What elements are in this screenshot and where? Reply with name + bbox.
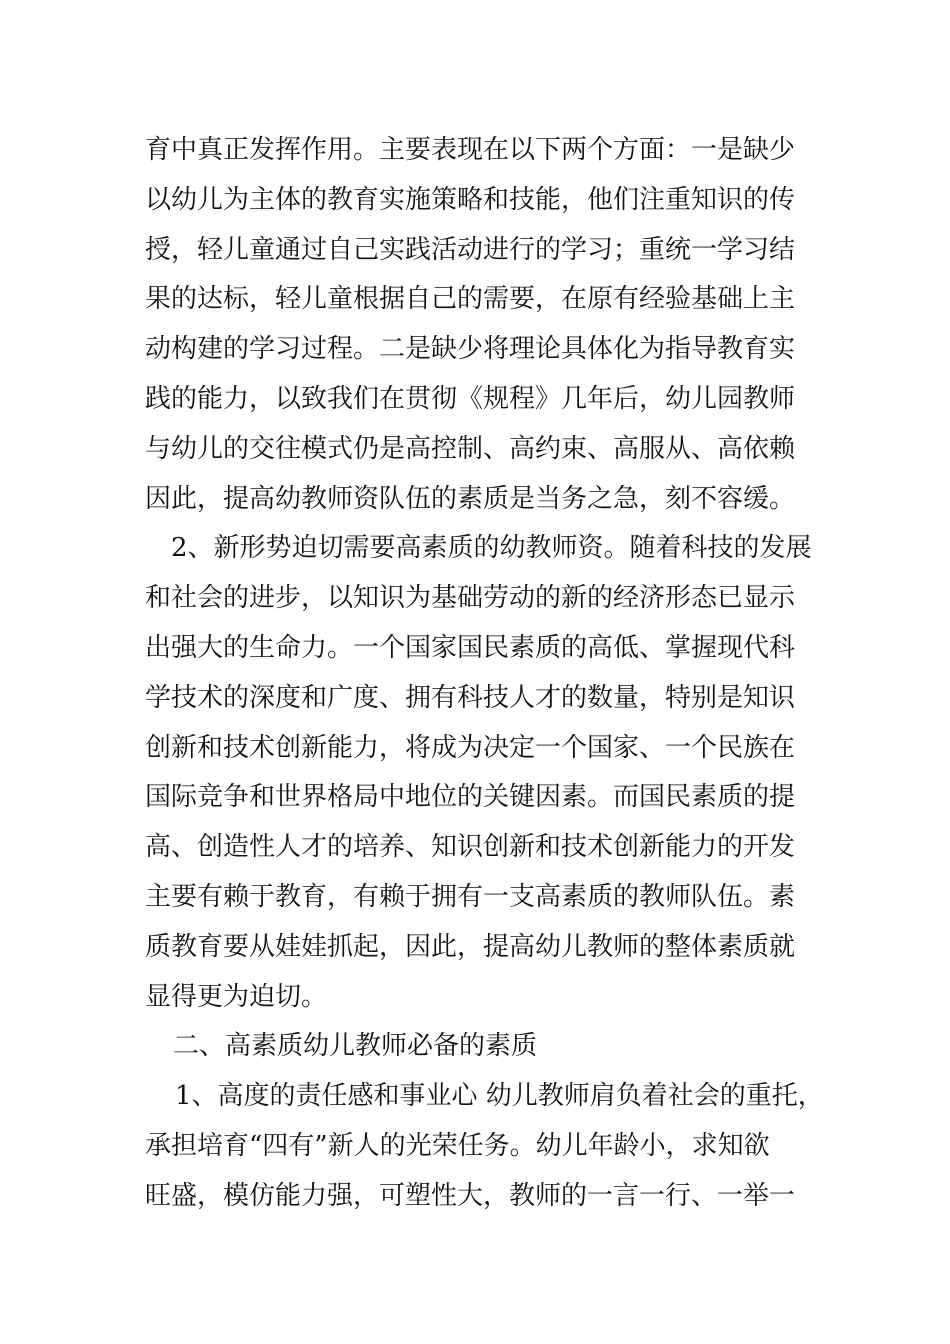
text-line: 与幼儿的交往模式仍是高控制、高约束、高服从、高依赖 xyxy=(145,433,796,464)
text-line: 国际竞争和世界格局中地位的关键因素。而国民素质的提 xyxy=(145,782,796,813)
text-line: 因此，提高幼教师资队伍的素质是当务之急，刻不容缓。 xyxy=(145,483,796,514)
text-line: 旺盛，模仿能力强，可塑性大，教师的一言一行、一举一 xyxy=(145,1180,796,1211)
section-heading: 二、高素质幼儿教师必备的素质 xyxy=(173,1031,538,1062)
text-line: 和社会的进步，以知识为基础劳动的新的经济形态已显示 xyxy=(145,583,796,614)
text-line: 高、创造性人才的培养、知识创新和技术创新能力的开发 xyxy=(145,832,796,863)
paragraph-start-line: 2、新形势迫切需要高素质的幼教师资。随着科技的发展 xyxy=(171,533,812,564)
text-line: 显得更为迫切。 xyxy=(145,981,328,1012)
text-line: 育中真正发挥作用。主要表现在以下两个方面：一是缺少 xyxy=(145,135,796,165)
paragraph-start-line: 1、高度的责任感和事业心 幼儿教师肩负着社会的重托， xyxy=(175,1081,824,1112)
text-line: 果的达标，轻儿童根据自己的需要，在原有经验基础上主 xyxy=(145,284,796,315)
text-line: 质教育要从娃娃抓起，因此，提高幼儿教师的整体素质就 xyxy=(145,931,796,962)
text-line: 出强大的生命力。一个国家国民素质的高低、掌握现代科 xyxy=(145,632,796,663)
text-line: 创新和技术创新能力，将成为决定一个国家、一个民族在 xyxy=(145,732,796,763)
text-line: 动构建的学习过程。二是缺少将理论具体化为指导教育实 xyxy=(145,334,796,365)
text-line: 践的能力，以致我们在贯彻《规程》几年后，幼儿园教师 xyxy=(145,383,796,414)
text-line: 主要有赖于教育，有赖于拥有一支高素质的教师队伍。素 xyxy=(145,881,796,912)
text-line: 以幼儿为主体的教育实施策略和技能，他们注重知识的传 xyxy=(145,184,796,215)
text-line: 承担培育“四有”新人的光荣任务。幼儿年龄小，求知欲 xyxy=(145,1130,770,1161)
text-line: 授，轻儿童通过自己实践活动进行的学习；重统一学习结 xyxy=(145,234,796,265)
text-line: 学技术的深度和广度、拥有科技人才的数量，特别是知识 xyxy=(145,682,796,713)
document-body xyxy=(145,126,825,1222)
